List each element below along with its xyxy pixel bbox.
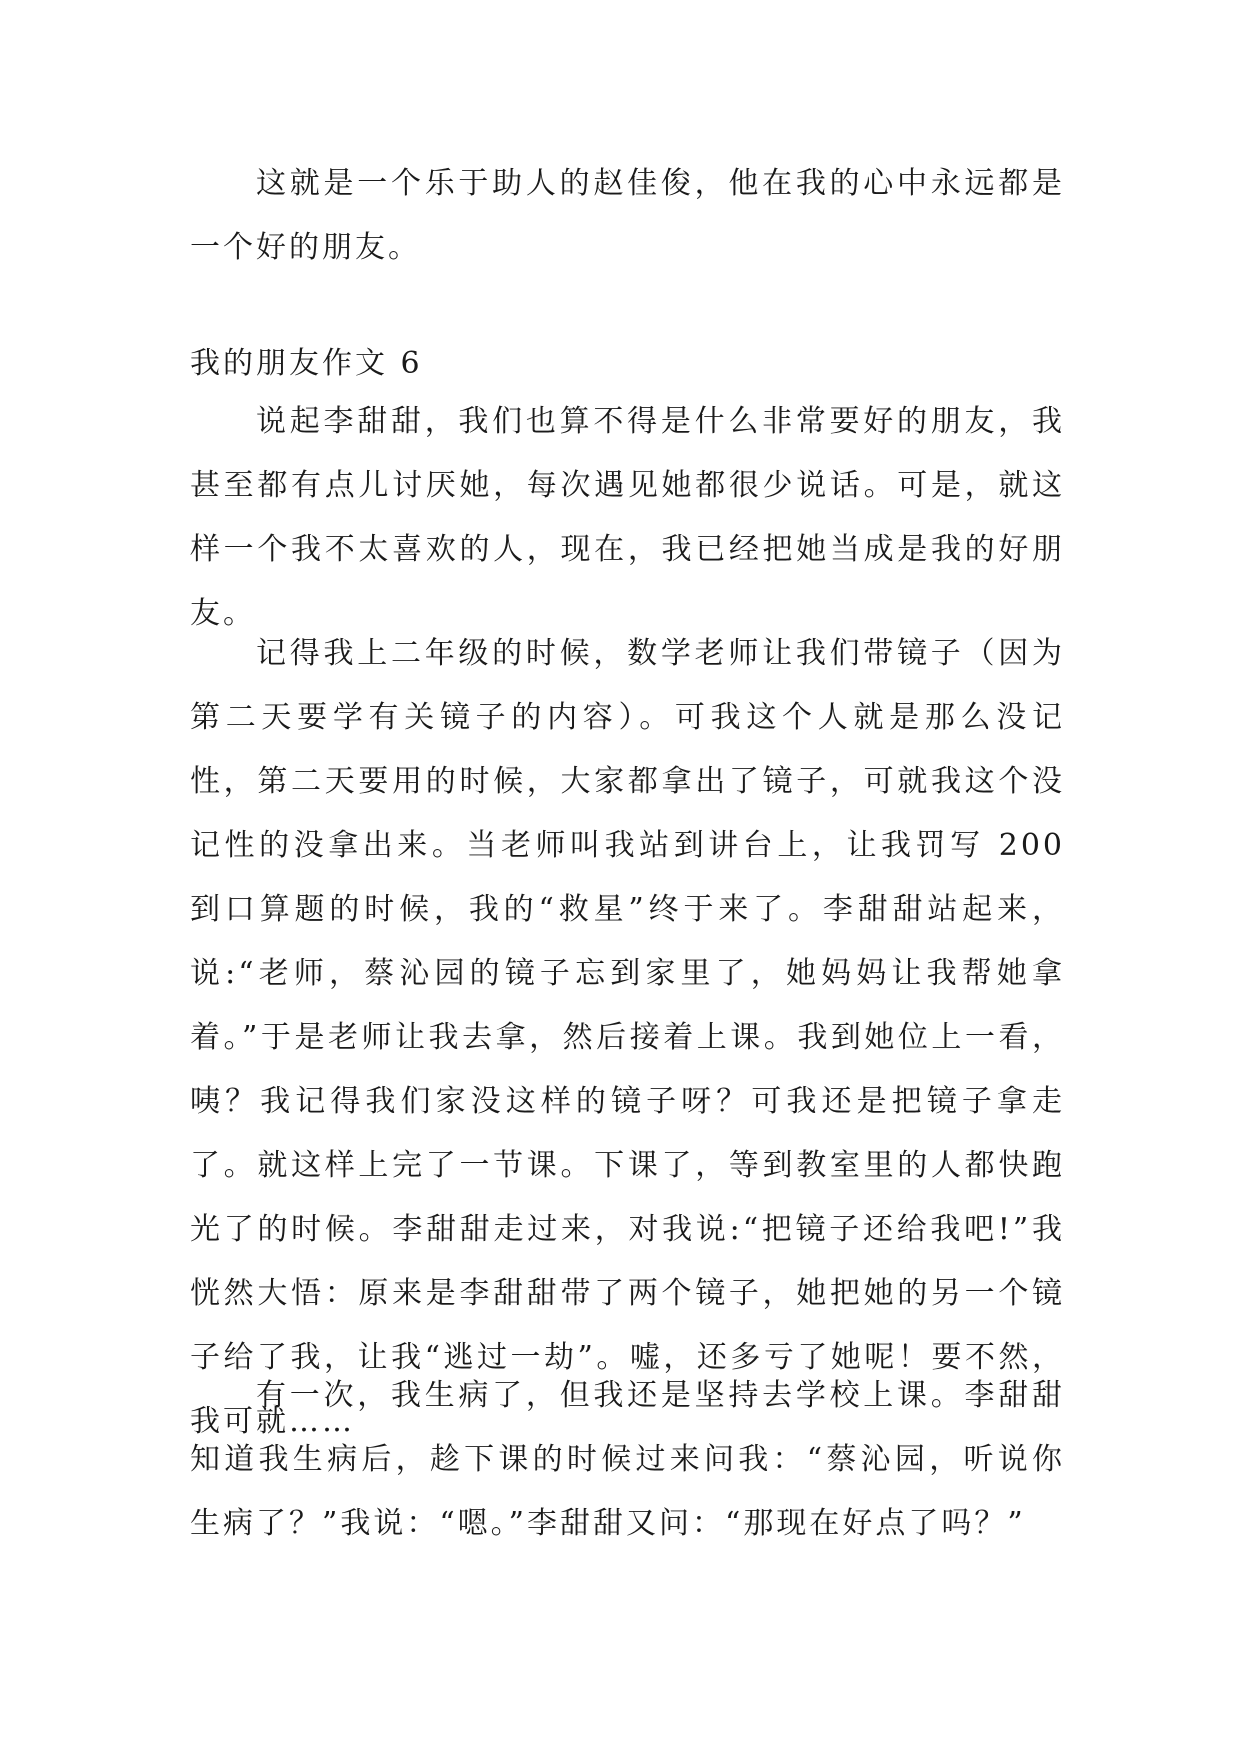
- body-paragraph: 有一次，我生病了，但我还是坚持去学校上课。李甜甜知道我生病后，趁下课的时候过来问我：“蔡沁园，听说你生病了？”我说：“嗯。”李甜甜又问：“那现在好点了吗？”: [190, 1378, 1065, 1541]
- closing-paragraph: 这就是一个乐于助人的赵佳俊，他在我的心中永远都是一个好的朋友。: [190, 166, 1065, 265]
- section-heading: 我的朋友作文 6: [190, 346, 423, 381]
- body-paragraph: 说起李甜甜，我们也算不得是什么非常要好的朋友，我甚至都有点儿讨厌她，每次遇见她都很少说话。可是，就这样一个我不太喜欢的人，现在，我已经把她当成是我的好朋友。: [190, 404, 1065, 631]
- body-paragraph: 记得我上二年级的时候，数学老师让我们带镜子（因为第二天要学有关镜子的内容）。可我这个人就是那么没记性，第二天要用的时候，大家都拿出了镜子，可就我这个没记性的没拿出来。当老师叫我站到讲台上，让我罚写 200 到口算题的时候，我的“救星”终于来了。李甜甜站起来，说:“老师，蔡沁园的镜子忘到家里了，她妈妈让我帮她拿着。”于是老师让我去拿，然后接着上课。我到她位上一看，咦？我记得我们家没这样的镜子呀？可我还是把镜子拿走了。就这样上完了一节课。下课了，等到教室里的人都快跑光了的时候。李甜甜走过来，对我说:“把镜子还给我吧!”我恍然大悟：原来是李甜甜带了两个镜子，她把她的另一个镜子给了我，让我“逃过一劫”。嘘，还多亏了她呢！要不然，我可就……: [190, 636, 1065, 1439]
